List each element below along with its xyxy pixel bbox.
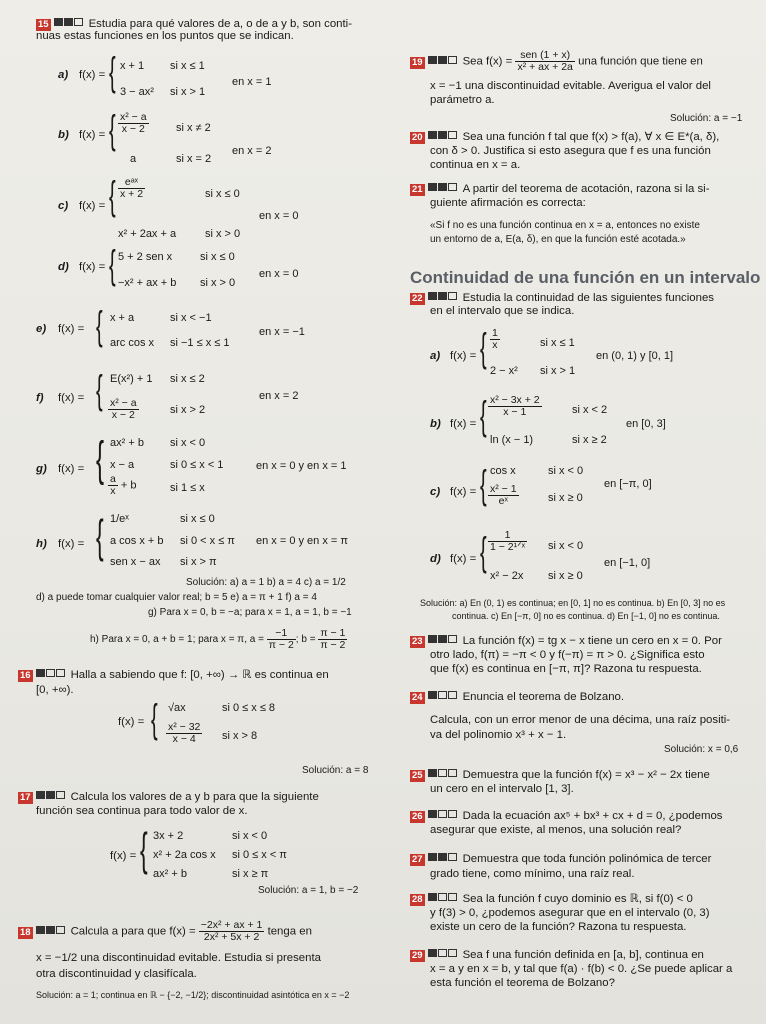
exercise-23-statement: 23 La función f(x) = tg x − x tiene un cero en x = 0. Por [412,634,722,647]
exercise-number: 25 [412,769,423,781]
brace-icon: { [109,174,116,218]
difficulty-icon [428,291,458,305]
brace-icon: { [151,697,158,741]
exercise-number: 29 [412,949,423,961]
exercise-24-solution: Solución: x = 0,6 [664,744,739,755]
exercise-25-statement: 25 Demuestra que la función f(x) = x³ − x² − 2x tiene [412,768,710,781]
exercise-number: 28 [412,893,423,905]
difficulty-icon [428,892,458,906]
brace-icon: { [96,510,104,562]
difficulty-icon [428,690,458,704]
brace-icon: { [109,108,116,152]
exercise-25-statement-2: un cero en el intervalo [1, 3]. [430,783,574,795]
exercise-19-solution: Solución: a = −1 [670,113,743,124]
exercise-24-statement-2: Calcula, con un error menor de una décima, una raíz positi- [430,714,731,726]
exercise-27-statement: 27 Demuestra que toda función polinómica de tercer [412,852,712,865]
exercise-19-statement: 19 Sea f(x) = $\frac{\text{sen (1 + x)}}{\text{x² + ax + 2a}}$ una función que tiene en [412,49,703,73]
difficulty-icon [428,768,458,782]
exercise-28-statement-3: existe un cero de la función? Razona tu respuesta. [430,921,687,933]
exercise-19-statement-3: parámetro a. [430,94,495,106]
brace-icon: { [96,433,105,486]
brace-icon: { [480,326,487,370]
exercise-22-statement: 22 Estudia la continuidad de las siguientes funciones [412,291,714,304]
section-heading: Continuidad de una función en un intervalo [410,268,761,287]
brace-icon: { [109,243,116,287]
exercise-number: 23 [412,635,423,647]
exercise-17-solution: Solución: a = 1, b = −2 [258,885,359,896]
exercise-number: 26 [412,810,423,822]
exercise-15-solution-1: Solución: a) a = 1 b) a = 4 c) a = 1/2 [186,577,346,588]
exercise-16-solution: Solución: a = 8 [302,765,369,776]
exercise-18-statement-3: otra discontinuidad y clasifícala. [36,968,197,980]
exercise-18-solution: Solución: a = 1; continua en ℝ − {−2, −1/2}; discontinuidad asintótica en x = −2 [36,990,350,1000]
exercise-27-statement-2: grado tiene, como mínimo, una raíz real. [430,868,635,880]
exercise-number: 18 [20,926,31,938]
difficulty-icon [428,809,458,823]
exercise-20-statement-3: continua en x = a. [430,159,521,171]
exercise-15-statement: 15 Estudia para qué valores de a, o de a y b, son conti- [38,17,352,30]
exercise-21-statement: 21 A partir del teorema de acotación, razona si la si- [412,182,710,195]
exercise-21-quote-2: un entorno de a, E(a, δ), en que la función esté acotada.» [430,234,686,245]
exercise-28-statement-2: y f(3) > 0, ¿podemos asegurar que en el intervalo (0, 3) [430,907,710,919]
brace-icon: { [480,463,487,507]
exercise-number: 21 [412,183,423,195]
exercise-22-solution-2: continua. c) En [−π, 0] no es continua. d) En [−1, 0] no es continua. [452,611,720,621]
exercise-15-solution-4: h) Para x = 0, a + b = 1; para x = π, a = $\frac{-1}{\pi - 2}$ ; b = $\frac{\pi - 1}{\pi - 2}$ [90,627,346,651]
exercise-24-statement-3: va del polinomio x³ + x − 1. [430,729,567,741]
exercise-number: 27 [412,853,423,865]
brace-icon: { [96,304,103,348]
brace-icon: { [96,368,103,412]
exercise-17-statement: 17 Calcula los valores de a y b para que la siguiente [20,790,319,803]
difficulty-icon [54,17,84,31]
exercise-15-solution-2: d) a puede tomar cualquier valor real; b = 5 e) a = π + 1 f) a = 4 [36,592,317,603]
brace-icon: { [480,394,487,438]
exercise-26-statement: 26 Dada la ecuación ax⁵ + bx³ + cx + d = 0, ¿podemos [412,809,723,822]
exercise-number: 15 [38,18,49,30]
difficulty-icon [428,948,458,962]
exercise-15-statement-2: nuas estas funciones en los puntos que se indican. [36,30,294,42]
textbook-page: 15 Estudia para qué valores de a, o de a y b, son conti- nuas estas funciones en los puntos que se indican. a) f(x) = { x + 1 si x ≤ 1 3 − ax² si x > 1 en x = 1 b) f(x) = { $\frac{\text{x² − a}}{x - 2}$ si x ≠ 2 a si x = 2 en x = 2 c) f(x) = { $\frac{\text{eᵃˣ}}{x + 2}$ si x ≤ 0 x² + 2ax + a si x > 0 en x = 0 d) f(x) = { 5 + 2 sen x si x ≤ 0 −x² + ax + b si x > 0 en x = 0 e) f(x) = { x + a si x < −1 arc cos x si −1 ≤ x ≤ 1 en x = −1 f) f(x) = { E(x²) + 1 si x ≤ 2 $\frac{\text{x² − a}}{x - 2}$ si x > 2 en x = 2 g) f(x) = { ax² + b si x < 0 x − a si 0 ≤ x < 1 $\frac{a}{x}$ + b si 1 ≤ x en x = 0 y en x = 1 h) f(x) = { 1/eˣ si x ≤ 0 a cos x + b si 0 < x ≤ π sen x − ax si x > π en x = 0 y en x = π Solución: a) a = 1 b) a = 4 c) a = 1/2 d) a puede tomar cualquier valor real; b = 5 e) a = π + 1 f) a = 4 g) Para x = 0, b = −a; para x = 1, a = 1, b = −1 h) Para x = 0, a + b = 1; para x = π, a = $\frac{-1}{\pi - 2}$ ; b = $\frac{\pi - 1}{\pi - 2}$ 16 Halla a sabiendo que f: [0, +∞) → ℝ es continua en [0, +∞). f(x) = { √ax si 0 ≤ x ≤ 8 $\frac{\text{x² − 32}}{x - 4}$ si x > 8 Solución: a = 8 17 Calcula los valores de a y b para que la siguiente función sea continua para todo valor de x. f(x) = { 3x + 2 si x < 0 x² + 2a cos x si 0 ≤ x < π ax² + b si x ≥ π Solución: a = 1, b = −2 18 Calcula a para que f(x) = $\frac{\text{−2x² + ax + 1}}{\text{2x² + 5x + 2}}$ tenga en x = −1/2 una discontinuidad evitable. Estudia si presenta otra discontinuidad y clasifícala. Solución: a = 1; continua en ℝ − {−2, −1/2}; discontinuidad asintótica en x = −2 19 Sea f(x) = $\frac{\text{sen (1 + x)}}{\text{x² + ax + 2a}}$ una función que tiene en x = −1 una discontinuidad evitable. Averigua el valor del parámetro a. Solución: a = −1 20 Sea una función f tal que f(x) > f(a), ∀ x ∈ E*(a, δ), con δ > 0. Justifica si esto asegura que f es una función continua en x = a. 21 A partir del teorema de acotación, razona si la si- guiente afirmación es correcta: «Si f no es una función continua en x = a, entonces no existe un entorno de a, E(a, δ), en que la función esté acotada.» Continuidad de una función en un intervalo 22 Estudia la continuidad de las siguientes funciones en el intervalo que se indica. a) f(x) = { $\frac{1}{x}$ si x ≤ 1 2 − x² si x > 1 en (0, 1) y [0, 1] b) f(x) = { $\frac{\text{x² − 3x + 2}}{x - 1}$ si x < 2 ln (x − 1) si x ≥ 2 en [0, 3] c) f(x) = { cos x si x < 0 $\frac{\text{x² − 1}}{\text{eˣ}}$ si x ≥ 0 en [−π, 0] d) f(x) = { $\frac{1}{\text{1 − 2¹ᐟˣ}}$ si x < 0 x² − 2x si x ≥ 0 en [−1, 0] Solución: a) En (0, 1) es continua; en [0, 1] no es continua. b) En [0, 3] no es continua. c) En [−π, 0] no es continua. d) En [−1, 0] no es continua. 23 La función f(x) = tg x − x tiene un cero en x = 0. Por otro lado, f(π) = −π < 0 y f(−π) = π > 0. ¿Significa esto que f(x) es continua en [−π, π]? Razona tu respuesta. 24 Enuncia el teorema de Bolzano. Calcula, con un error menor de una décima, una raíz positi- va del polinomio x³ + x − 1. Solución: x = 0,6 25 Demuestra que la función f(x) = x³ − x² − 2x tiene un cero en el intervalo [1, 3]. 26 Dada la ecuación ax⁵ + bx³ + cx + d = 0, ¿podemos asegurar que existe, al menos, una solución real? 27 Demuestra que toda función polinómica de tercer grado tiene, como mínimo, una raíz real. 28 Sea la función f cuyo dominio es ℝ, si f(0) < 0 y f(3) > 0, ¿podemos asegurar que en el intervalo (0, 3) existe un cero de la función? Razona tu respuesta. 29 Sea f una función definida en [a, b], continua en x = a y en x = b, y tal que f(a) · f(b) < 0. ¿Se puede aplicar a esta función el teorema de Bolzano? [0,0,766,1024]
exercise-19-statement-2: x = −1 una discontinuidad evitable. Averigua el valor del [430,80,711,92]
difficulty-icon [36,668,66,682]
exercise-20-statement: 20 Sea una función f tal que f(x) > f(a), ∀ x ∈ E*(a, δ), [412,130,720,143]
exercise-29-statement-3: esta función el teorema de Bolzano? [430,977,615,989]
exercise-16-statement: 16 Halla a sabiendo que f: [0, +∞) → ℝ es continua en [20,668,329,681]
difficulty-icon [428,634,458,648]
exercise-21-quote-1: «Si f no es una función continua en x = a, entonces no existe [430,220,700,231]
exercise-21-statement-2: guiente afirmación es correcta: [430,197,586,209]
exercise-18-statement: 18 Calcula a para que f(x) = $\frac{\text{−2x² + ax + 1}}{\text{2x² + 5x + 2}}$ tenga en [20,919,312,943]
exercise-17-statement-2: función sea continua para todo valor de x. [36,805,248,817]
exercise-18-statement-2: x = −1/2 una discontinuidad evitable. Estudia si presenta [36,952,321,964]
exercise-29-statement-2: x = a y en x = b, y tal que f(a) · f(b) < 0. ¿Se puede aplicar a [430,963,733,975]
exercise-number: 20 [412,131,423,143]
exercise-number: 24 [412,691,423,703]
exercise-28-statement: 28 Sea la función f cuyo dominio es ℝ, si f(0) < 0 [412,892,693,905]
exercise-29-statement: 29 Sea f una función definida en [a, b], continua en [412,948,704,961]
exercise-number: 17 [20,791,31,803]
exercise-24-statement: 24 Enuncia el teorema de Bolzano. [412,690,625,703]
exercise-23-statement-2: otro lado, f(π) = −π < 0 y f(−π) = π > 0. ¿Significa esto [430,649,705,661]
brace-icon: { [480,530,487,574]
difficulty-icon [428,182,458,196]
exercise-number: 22 [412,292,423,304]
exercise-16-statement-2: [0, +∞). [36,684,74,696]
exercise-number: 19 [412,56,423,68]
exercise-22-statement-2: en el intervalo que se indica. [430,305,575,317]
exercise-23-statement-3: que f(x) es continua en [−π, π]? Razona tu respuesta. [430,663,702,675]
difficulty-icon [428,130,458,144]
exercise-15-solution-3: g) Para x = 0, b = −a; para x = 1, a = 1, b = −1 [148,607,352,618]
exercise-26-statement-2: asegurar que existe, al menos, una solución real? [430,824,682,836]
difficulty-icon [428,852,458,866]
exercise-20-statement-2: con δ > 0. Justifica si esto asegura que f es una función [430,145,711,157]
brace-icon: { [140,823,148,875]
brace-icon: { [109,50,116,94]
exercise-22-solution-1: Solución: a) En (0, 1) es continua; en [0, 1] no es continua. b) En [0, 3] no es [420,598,726,608]
exercise-number: 16 [20,669,31,681]
difficulty-icon [428,55,458,69]
difficulty-icon [36,925,66,939]
difficulty-icon [36,790,66,804]
